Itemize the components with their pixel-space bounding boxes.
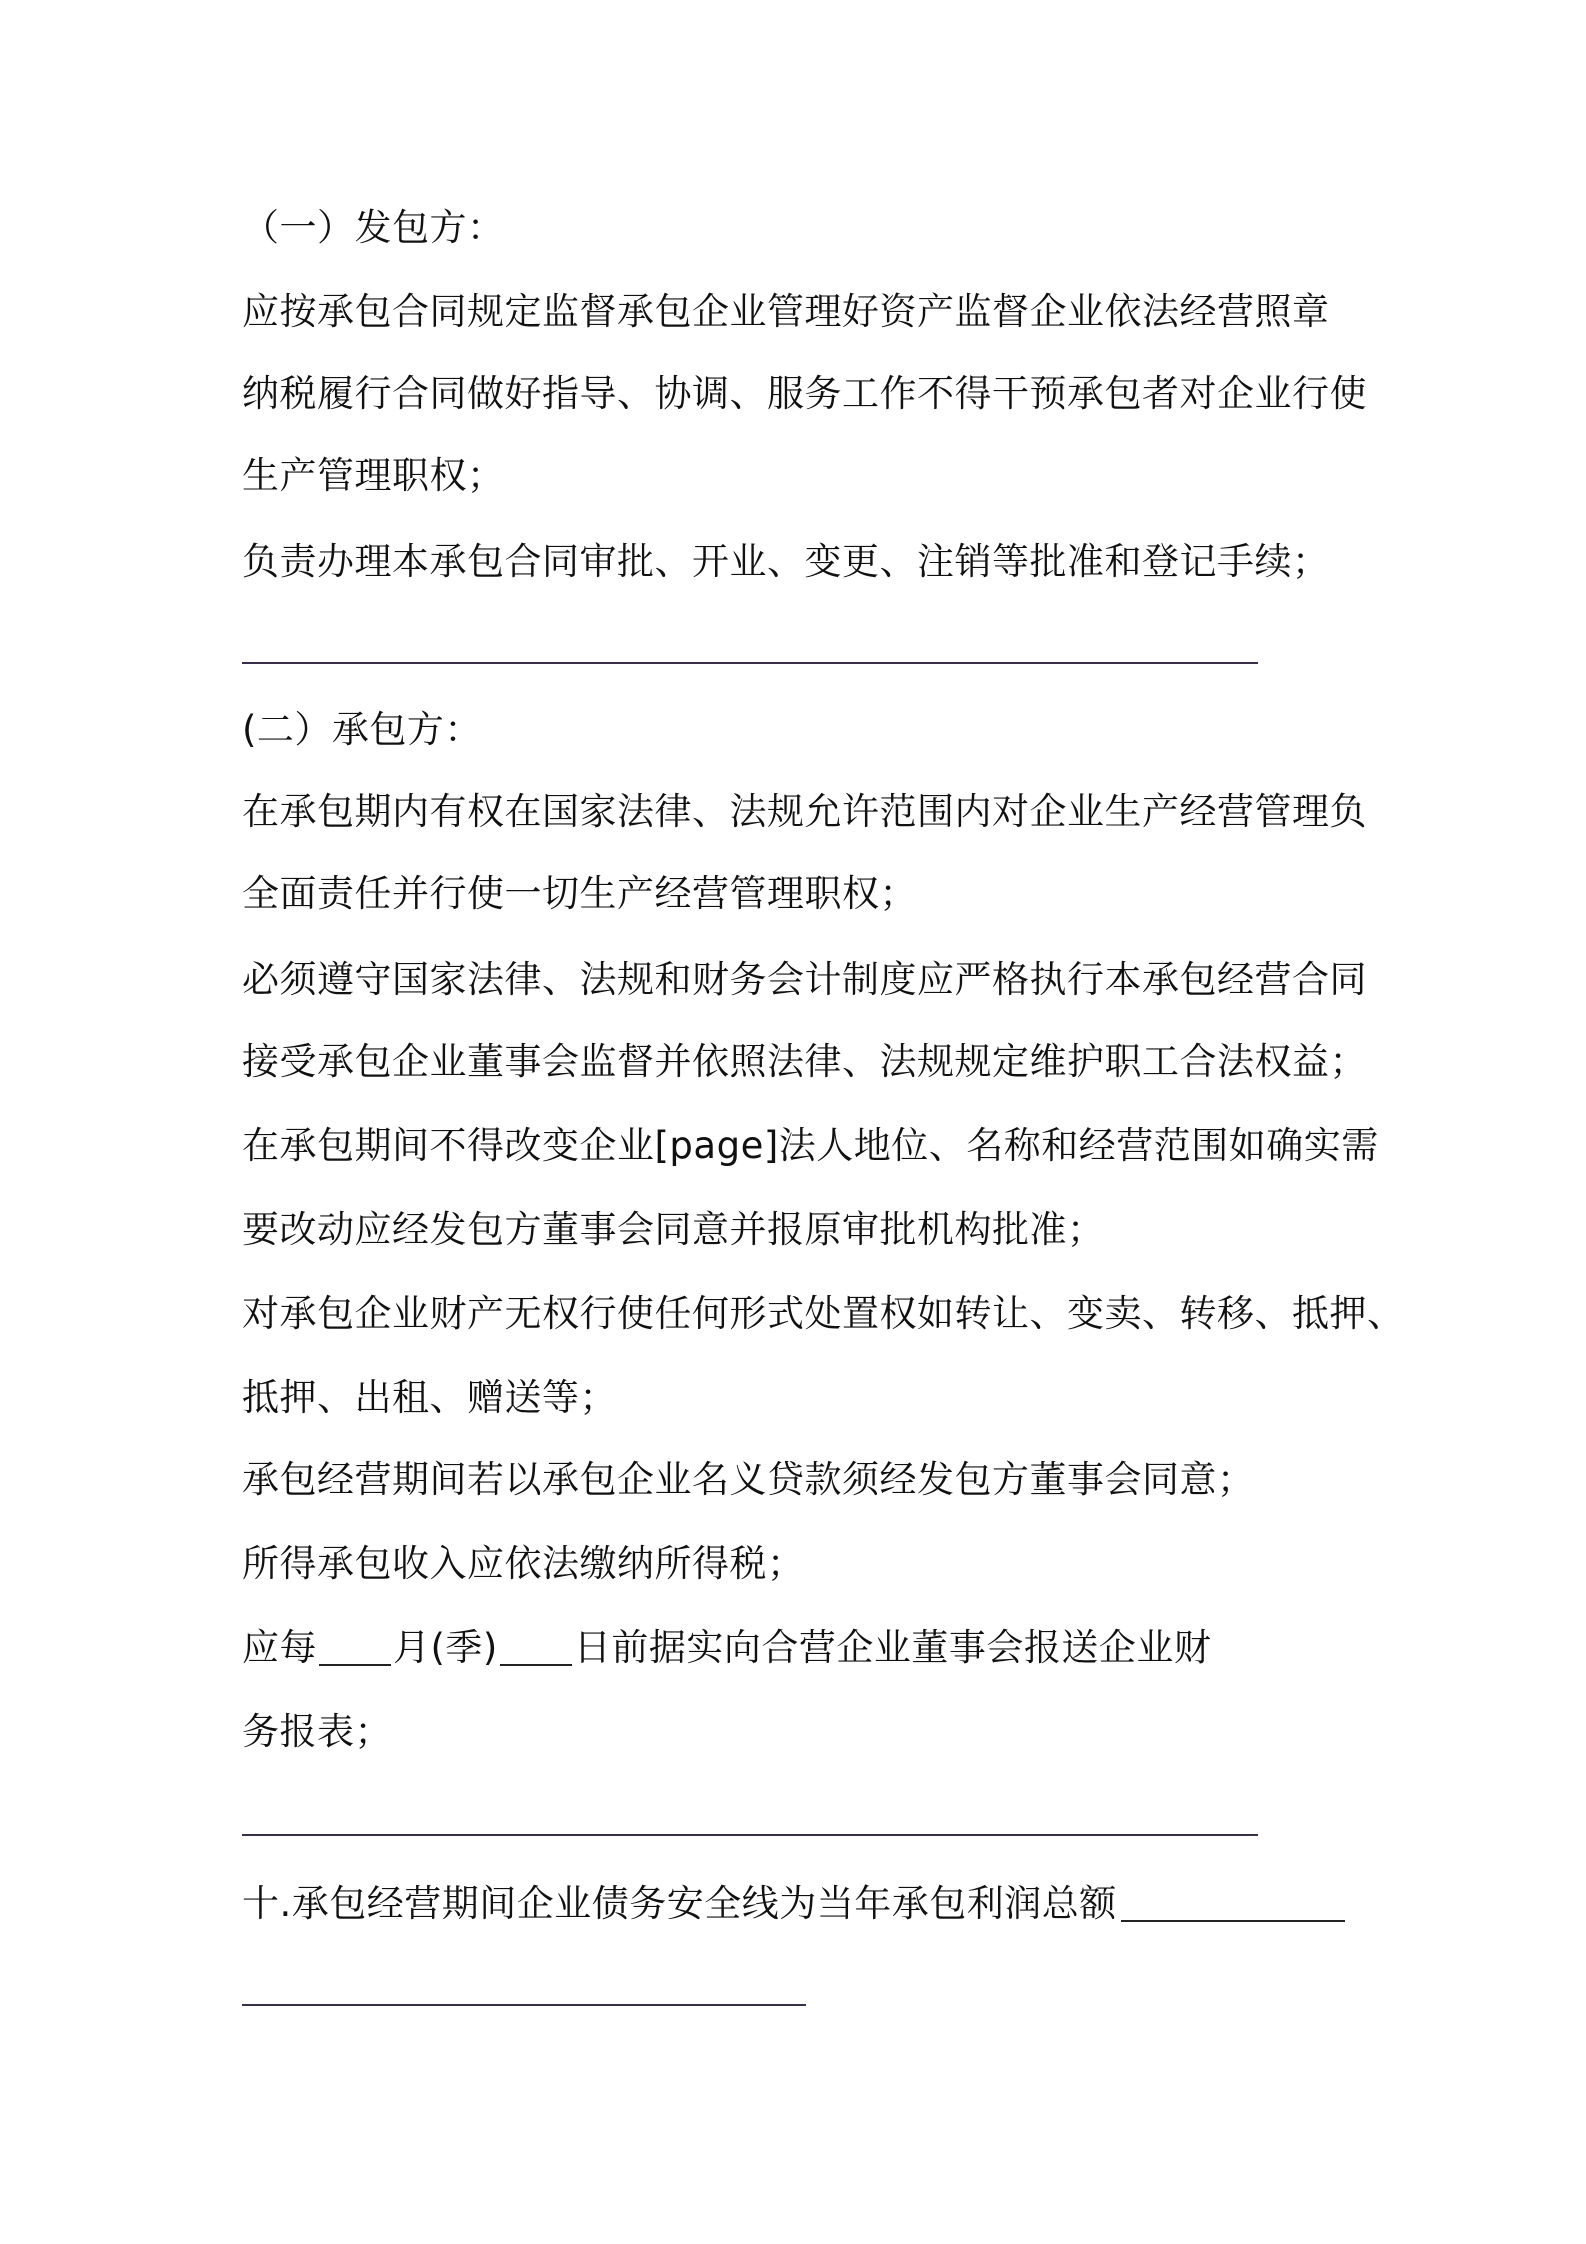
party-b-heading: (二）承包方： (242, 708, 482, 751)
month-blank (319, 1664, 391, 1666)
party-b-line-9: 承包经营期间若以承包企业名义贷款须经发包方董事会同意； (242, 1458, 1255, 1501)
party-b-line-4: 接受承包企业董事会监督并依照法律、法规规定维护职工合法权益； (242, 1040, 1367, 1083)
party-a-line-3: 生产管理职权； (242, 454, 505, 497)
party-a-line-4: 负责办理本承包合同审批、开业、变更、注销等批准和登记手续； (242, 540, 1330, 583)
day-blank (500, 1664, 572, 1666)
party-a-line-1: 应按承包合同规定监督承包企业管理好资产监督企业依法经营照章 (242, 290, 1330, 333)
party-b-line-5: 在承包期间不得改变企业[page]法人地位、名称和经营范围如确实需 (242, 1124, 1379, 1167)
party-b-line-8: 抵押、出租、赠送等； (242, 1376, 617, 1419)
party-b-line-7: 对承包企业财产无权行使任何形式处置权如转让、变卖、转移、抵押、 (242, 1292, 1405, 1335)
clause-ten-continuation-blank (242, 2004, 806, 2006)
party-b-line-6: 要改动应经发包方董事会同意并报原审批机构批准； (242, 1208, 1105, 1251)
report-text-part-1: 应每 (242, 1626, 317, 1669)
clause-ten-amount-blank (1121, 1920, 1345, 1922)
clause-ten-text: 十.承包经营期间企业债务安全线为当年承包利润总额 (242, 1882, 1117, 1925)
report-frequency-line (242, 1624, 1211, 1672)
party-b-line-2: 全面责任并行使一切生产经营管理职权； (242, 872, 917, 915)
party-b-line-10: 所得承包收入应依法缴纳所得税； (242, 1542, 805, 1585)
party-b-blank-line (242, 1834, 1258, 1836)
party-a-heading: （一）发包方： (242, 206, 505, 249)
report-text-part-3: 日前据实向合营企业董事会报送企业财 (573, 1626, 1212, 1669)
party-a-line-2: 纳税履行合同做好指导、协调、服务工作不得干预承包者对企业行使 (242, 372, 1367, 415)
party-b-line-3: 必须遵守国家法律、法规和财务会计制度应严格执行本承包经营合同 (242, 958, 1367, 1001)
party-a-blank-line (242, 662, 1258, 664)
clause-ten-line (242, 1880, 1345, 1928)
party-b-line-1: 在承包期内有权在国家法律、法规允许范围内对企业生产经营管理负 (242, 790, 1367, 833)
report-line-end: 务报表； (242, 1710, 392, 1753)
report-text-part-2: 月(季) (393, 1626, 498, 1669)
